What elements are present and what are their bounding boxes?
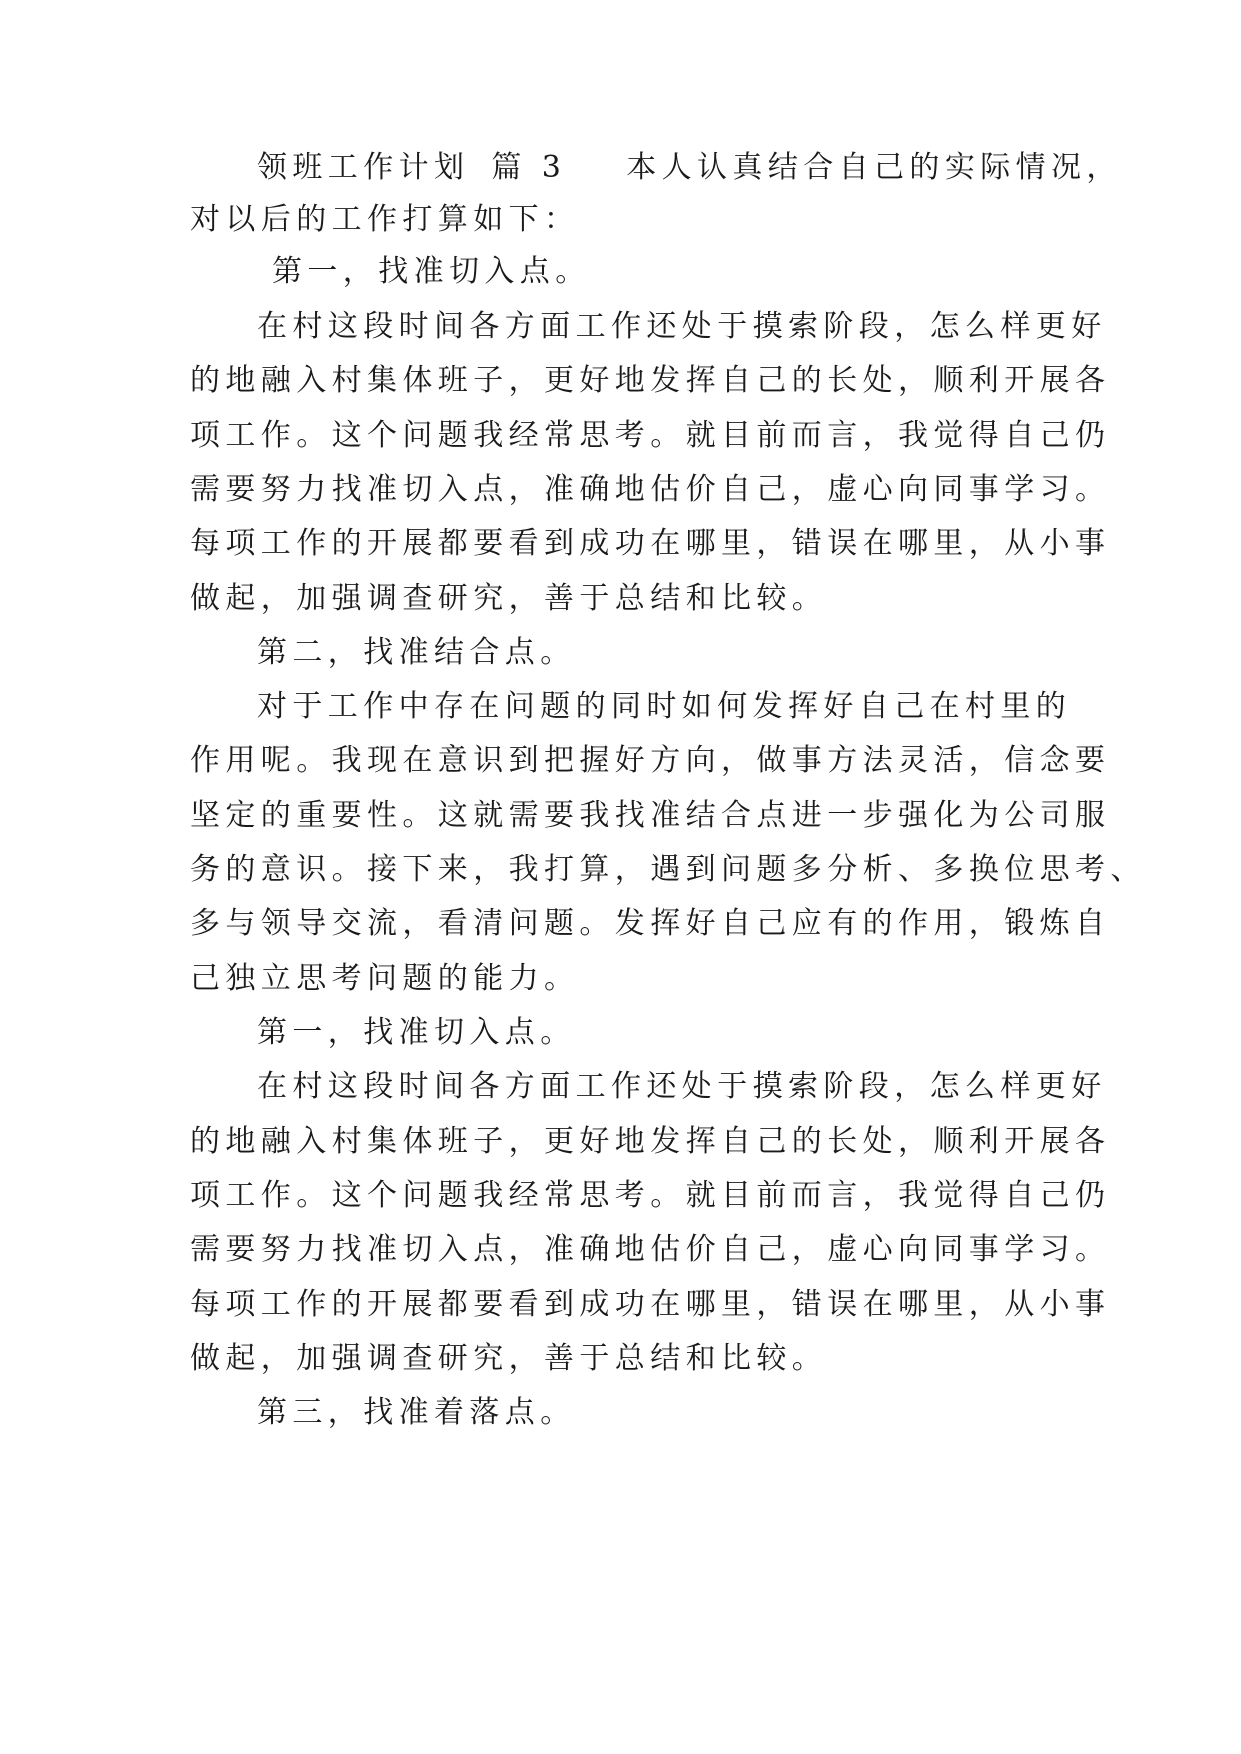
section-heading: 第二，找准结合点。 [257, 635, 576, 670]
body-line: 每项工作的开展都要看到成功在哪里，错误在哪里，从小事 [190, 1287, 1111, 1322]
body-line: 每项工作的开展都要看到成功在哪里，错误在哪里，从小事 [190, 526, 1111, 561]
body-line: 做起，加强调查研究，善于总结和比较。 [190, 1341, 828, 1376]
body-line: 坚定的重要性。这就需要我找准结合点进一步强化为公司服 [190, 798, 1111, 833]
body-line: 对于工作中存在问题的同时如何发挥好自己在村里的 [257, 689, 1072, 724]
body-line: 在村这段时间各方面工作还处于摸索阶段，怎么样更好 [257, 309, 1107, 344]
body-line: 多与领导交流，看清问题。发挥好自己应有的作用，锻炼自 [190, 906, 1111, 941]
body-line: 项工作。这个问题我经常思考。就目前而言，我觉得自己仍 [190, 1178, 1111, 1213]
heading-line [257, 148, 1137, 188]
document-part: 篇 3 [491, 150, 567, 185]
body-line: 己独立思考问题的能力。 [190, 961, 580, 996]
body-line: 的地融入村集体班子，更好地发挥自己的长处，顺利开展各 [190, 363, 1111, 398]
body-line: 作用呢。我现在意识到把握好方向，做事方法灵活，信念要 [190, 743, 1111, 778]
body-line: 做起，加强调查研究，善于总结和比较。 [190, 581, 828, 616]
body-line: 需要努力找准切入点，准确地估价自己，虚心向同事学习。 [190, 1232, 1111, 1267]
section-heading: 第一，找准切入点。 [272, 254, 591, 289]
document-title: 领班工作计划 [257, 150, 470, 185]
body-line: 的地融入村集体班子，更好地发挥自己的长处，顺利开展各 [190, 1124, 1111, 1159]
body-line: 在村这段时间各方面工作还处于摸索阶段，怎么样更好 [257, 1069, 1107, 1104]
body-line: 务的意识。接下来，我打算，遇到问题多分析、多换位思考、 [190, 852, 1146, 887]
body-line: 需要努力找准切入点，准确地估价自己，虚心向同事学习。 [190, 472, 1111, 507]
section-heading: 第一，找准切入点。 [257, 1015, 576, 1050]
section-heading: 第三，找准着落点。 [257, 1395, 576, 1430]
body-line: 对以后的工作打算如下： [190, 202, 580, 237]
heading-continuation: 本人认真结合自己的实际情况， [626, 150, 1122, 185]
body-line: 项工作。这个问题我经常思考。就目前而言，我觉得自己仍 [190, 418, 1111, 453]
